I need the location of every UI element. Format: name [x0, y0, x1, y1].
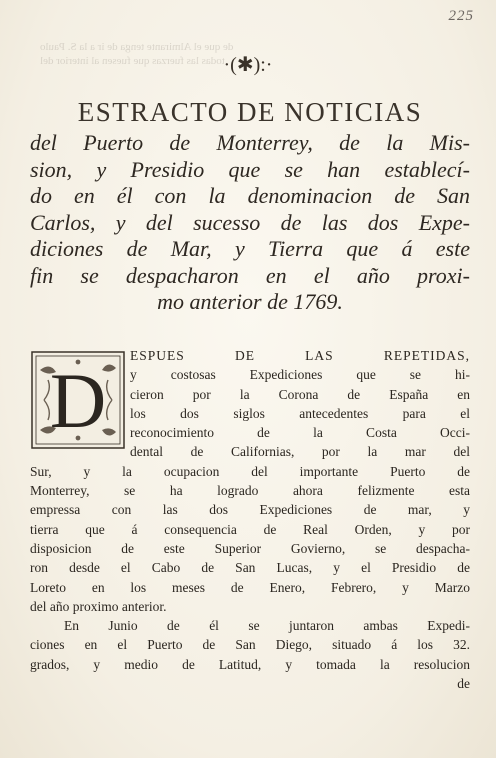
document-subtitle [30, 130, 470, 316]
initial-letter: D [49, 357, 107, 444]
page-number: 225 [448, 8, 474, 24]
body-line: ciones en el Puerto de San Diego, situado á los 32. [30, 637, 470, 653]
header-ornament: ·(✱):· [223, 54, 273, 76]
subtitle-line: mo anterior de 1769. [157, 289, 343, 314]
subtitle-line: do en él con la denominacion de San [30, 183, 470, 208]
body-line: Sur, y la ocupacion del importante Puerto de [30, 463, 470, 479]
body-line: reconocimiento de la Costa Occi- [130, 425, 470, 441]
body-line: cieron por la Corona de España en [130, 386, 470, 402]
body-line: grados, y medio de Latitud, y tomada la resolucion [30, 656, 470, 672]
body-line: del año proximo anterior. [30, 598, 167, 614]
body-line: Monterrey, se ha logrado ahora felizmente esta [30, 483, 470, 499]
bleed-line-2: todas las fuerzas que fuesen al interior del [40, 55, 225, 67]
body-line: dental de Californias, por la mar del [130, 444, 470, 460]
body-line: y costosas Expediciones que se hi- [130, 367, 470, 383]
document-title: ESTRACTO DE NOTICIAS [77, 97, 423, 127]
bleed-line-1: de que el Almirante tenga de ir a la S. Paulo [40, 41, 234, 53]
body-line: ron desde el Cabo de San Lucas, y el Presidio de [30, 560, 470, 576]
subtitle-line: diciones de Mar, y Tierra que á este [30, 236, 470, 261]
subtitle-line: sion, y Presidio que se han establecí- [30, 156, 470, 182]
body-line [130, 346, 470, 365]
opening-small-caps: ESPUES DE LAS REPETIDAS, [130, 348, 470, 363]
subtitle-line: Carlos, y del sucesso de las dos Expe- [30, 209, 470, 235]
subtitle-line: fin se despacharon en el año proxi- [30, 262, 470, 288]
body-line: los dos siglos antecedentes para el [130, 405, 470, 421]
body-line: disposicion de este Superior Govierno, se despacha- [30, 540, 470, 556]
subtitle-line: del Puerto de Monterrey, de la Mis- [30, 130, 470, 155]
body-line: Loreto en los meses de Enero, Febrero, y Marzo [30, 579, 470, 595]
body-line: tierra que á consequencia de Real Orden, y por [30, 521, 470, 537]
catchword: de [457, 676, 470, 692]
body-text [30, 346, 470, 693]
body-line: En Junio de él se juntaron ambas Expedi- [64, 618, 470, 634]
body-line: empressa con las dos Expediciones de mar, y [30, 502, 470, 518]
